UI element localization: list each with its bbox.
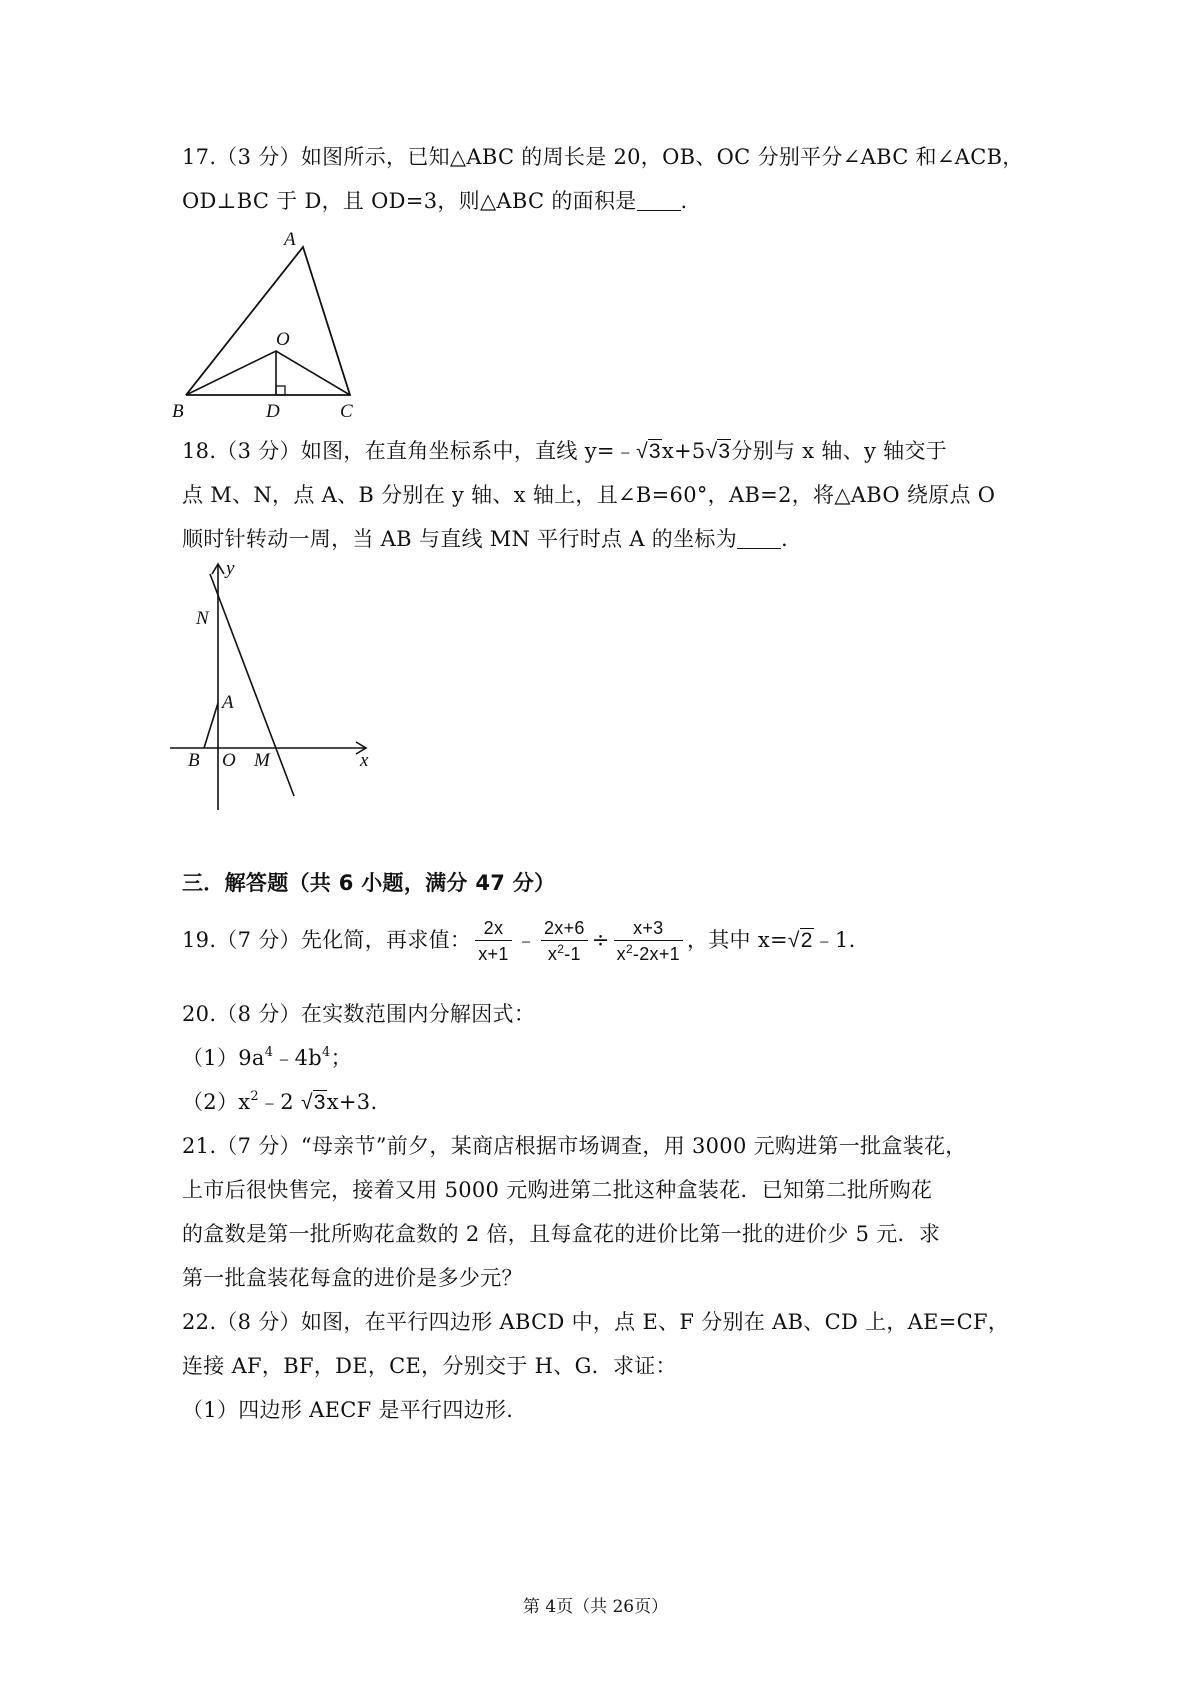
label-m: M [254, 750, 270, 771]
label-a: A [284, 229, 296, 250]
q18-line-1-b: x+5 [661, 439, 706, 463]
section-heading: 三．解答题（共 6 小题，满分 47 分） [182, 871, 556, 895]
fraction-2-denominator [541, 941, 588, 967]
radicand: 3 [718, 440, 731, 463]
q20-line-1: 20.（8 分）在实数范围内分解因式： [182, 1002, 536, 1026]
q17-triangle-figure [170, 225, 380, 425]
q19-prefix: 19.（7 分）先化简，再求值： [182, 928, 472, 952]
label-b: B [188, 750, 200, 771]
q17-line-2 [182, 186, 688, 216]
q20-p2-b: ﹣2 [258, 1090, 294, 1114]
den-rest: -2x+1 [632, 944, 680, 964]
right-angle-mark [276, 386, 285, 395]
sqrt-2: √2 [787, 929, 813, 952]
q17-period: . [680, 189, 688, 213]
q18-line-2: 点 M、N，点 A、B 分别在 y 轴、x 轴上，且∠B=60°，AB=2，将△ABO 绕原点 O [182, 483, 996, 507]
q18-coordinate-figure [170, 560, 400, 820]
q17-line-2-text: OD⊥BC 于 D，且 OD=3，则△ABC 的面积是 [182, 189, 637, 213]
sqrt-3-b: √3 [705, 440, 731, 463]
radicand: 3 [648, 440, 661, 463]
page-footer: 第 4页（共 26页） [522, 1597, 669, 1617]
sqrt-3-a: √3 [636, 440, 661, 463]
den-exponent: 2 [557, 942, 565, 956]
den-base: x [616, 944, 626, 964]
q17-line-1: 17.（3 分）如图所示，已知△ABC 的周长是 20，OB、OC 分别平分∠ABC 和∠ACB， [182, 145, 1024, 169]
q18-line-1-c: 分别与 x 轴、y 轴交于 [731, 439, 948, 463]
segment-ab [204, 703, 218, 748]
triangle-abc [186, 247, 350, 395]
q18-period: . [781, 527, 788, 551]
fraction-2 [541, 916, 588, 967]
label-n: N [196, 608, 209, 629]
q21-line-3: 的盒数是第一批所购花盒数的 2 倍，且每盒花的进价比第一批的进价少 5 元．求 [182, 1222, 941, 1246]
q20-part-2 [182, 1087, 377, 1118]
q19-line [182, 912, 856, 969]
radicand: 3 [313, 1091, 326, 1114]
q20-p1-b: ﹣4b [273, 1046, 323, 1070]
label-o: O [276, 329, 290, 350]
division-sign: ÷ [591, 928, 610, 952]
fraction-1-numerator: 2x [475, 916, 511, 941]
q21-line-4: 第一批盒装花每盒的进价是多少元？ [182, 1266, 523, 1290]
label-o: O [222, 750, 236, 771]
label-y: y [226, 560, 235, 579]
q20-p2-a: （2）x [182, 1090, 251, 1114]
segments-bo-oc [186, 351, 350, 395]
answer-blank [637, 190, 681, 211]
den-exponent: 2 [625, 942, 633, 956]
q22-line-1: 22.（8 分）如图，在平行四边形 ABCD 中，点 E、F 分别在 AB、CD 上，AE=CF， [182, 1310, 1010, 1334]
fraction-3-denominator [614, 941, 683, 967]
label-a: A [222, 692, 234, 713]
fraction-3-numerator: x+3 [614, 916, 683, 941]
fraction-1 [475, 916, 511, 967]
q19-suffix-a: ，其中 x= [686, 928, 788, 952]
fraction-1-denominator: x+1 [478, 944, 509, 964]
den-rest: -1 [564, 944, 581, 964]
exponent: 2 [250, 1089, 259, 1104]
label-x: x [360, 750, 369, 771]
sqrt-3: √3 [300, 1091, 326, 1114]
radicand: 2 [800, 929, 813, 952]
q20-part-1 [182, 1043, 352, 1073]
q20-p1-c: ； [330, 1046, 352, 1070]
q18-line-3-text: 顺时针转动一周，当 AB 与直线 MN 平行时点 A 的坐标为 [182, 527, 737, 551]
q18-line-1 [182, 436, 947, 467]
exponent: 4 [322, 1045, 331, 1060]
q22-line-3: （1）四边形 AECF 是平行四边形. [182, 1398, 514, 1422]
q20-p2-c: x+3. [326, 1090, 378, 1114]
q18-line-3 [182, 524, 788, 554]
q20-p1-a: （1）9a [182, 1046, 265, 1070]
exponent: 4 [264, 1045, 274, 1060]
label-c: C [340, 401, 353, 422]
label-d: D [266, 401, 280, 422]
answer-blank [737, 528, 781, 549]
q22-line-2: 连接 AF，BF，DE，CE，分别交于 H、G．求证： [182, 1354, 677, 1378]
q21-line-1: 21.（7 分）“母亲节”前夕，某商店根据市场调查，用 3000 元购进第一批盒装花， [182, 1134, 967, 1158]
q21-line-2: 上市后很快售完，接着又用 5000 元购进第二批这种盒装花．已知第二批所购花 [182, 1178, 933, 1202]
minus-sign: ﹣ [515, 928, 537, 952]
fraction-2-numerator: 2x+6 [541, 916, 588, 941]
fraction-3 [614, 916, 683, 967]
label-b: B [172, 401, 184, 422]
den-base: x [547, 944, 558, 964]
q18-line-1-a: 18.（3 分）如图，在直角坐标系中，直线 y=﹣ [182, 439, 637, 463]
q19-suffix-b: ﹣1. [813, 928, 856, 952]
